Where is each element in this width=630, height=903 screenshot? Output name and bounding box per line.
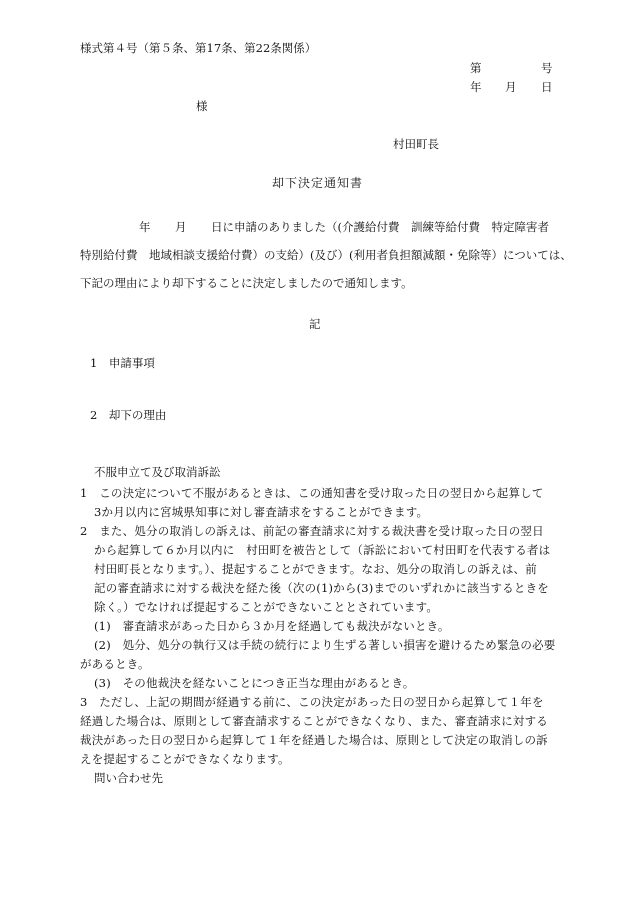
appeal-p3-line1: 3 ただし、上記の期間が経過する前に、この決定があった日の翌日から起算して１年を <box>80 695 544 709</box>
appeal-p2-line2: から起算して６か月以内に 村田町を被告として（訴訟において村田町を代表する者は <box>94 543 551 557</box>
appeal-condition-1: (1) 審査請求があった日から３か月を経過しても裁決がないとき。 <box>94 619 450 633</box>
body-month: 月 <box>175 220 187 234</box>
doc-number-suffix: 号 <box>541 61 553 75</box>
date-day: 日 <box>541 80 553 94</box>
contact-label: 問い合わせ先 <box>94 771 163 785</box>
appeal-condition-2-line1: (2) 処分、処分の執行又は手続の続行により生ずる著しい損害を避けるため緊急の必要 <box>94 638 556 652</box>
item-rejection-reason: 2 却下の理由 <box>90 408 167 422</box>
appeal-condition-3: (3) その他裁決を経ないことにつき正当な理由があるとき。 <box>94 676 415 690</box>
body-line-1: 日に申請のありました（(介護給付費 訓練等給付費 特定障害者 <box>211 220 549 234</box>
item-application-matter: 1 申請事項 <box>90 356 155 370</box>
appeal-p2-line3: 村田町長となります。）、提起することができます。なお、処分の取消しの訴えは、前 <box>94 562 537 576</box>
appeal-p2-line4: 記の審査請求に対する裁決を経た後（次の(1)から(3)までのいずれかに該当するときを <box>94 581 549 595</box>
appeal-p1-line2: 3か月以内に宮城県知事に対し審査請求をすることができます。 <box>94 505 429 519</box>
body-line-3: 下記の理由により却下することに決定しましたので通知します。 <box>80 276 413 290</box>
date-month: 月 <box>505 80 517 94</box>
form-number: 様式第４号（第５条、第17条、第22条関係） <box>80 41 317 55</box>
date-year: 年 <box>470 80 482 94</box>
appeal-condition-2-line2: があるとき。 <box>80 657 150 671</box>
body-year: 年 <box>139 220 151 234</box>
appeal-heading: 不服申立て及び取消訴訟 <box>94 465 221 479</box>
appeal-p3-line4: えを提起することができなくなります。 <box>80 752 290 766</box>
document-title: 却下決定通知書 <box>272 176 364 190</box>
ki-heading: 記 <box>309 317 321 331</box>
appeal-p2-line1: 2 また、処分の取消しの訴えは、前記の審査請求に対する裁決書を受け取った日の翌日 <box>80 524 544 538</box>
doc-number-prefix: 第 <box>470 61 482 75</box>
appeal-p3-line2: 経過した場合は、原則として審査請求することができなくなり、また、審査請求に対する <box>80 714 548 728</box>
appeal-p1-line1: 1 この決定について不服があるときは、この通知書を受け取った日の翌日から起算して <box>80 486 544 500</box>
appeal-p2-line5: 除く。）でなければ提起することができないこととされています。 <box>94 600 439 614</box>
issuer-name: 村田町長 <box>393 137 439 151</box>
addressee-suffix: 様 <box>196 99 208 113</box>
body-line-2: 特別給付費 地域相談支援給付費）の支給）(及び）(利用者負担額減額・免除等）については、 <box>80 248 572 262</box>
appeal-p3-line3: 裁決があった日の翌日から起算して１年を経過した場合は、原則として決定の取消しの訴 <box>80 733 548 747</box>
